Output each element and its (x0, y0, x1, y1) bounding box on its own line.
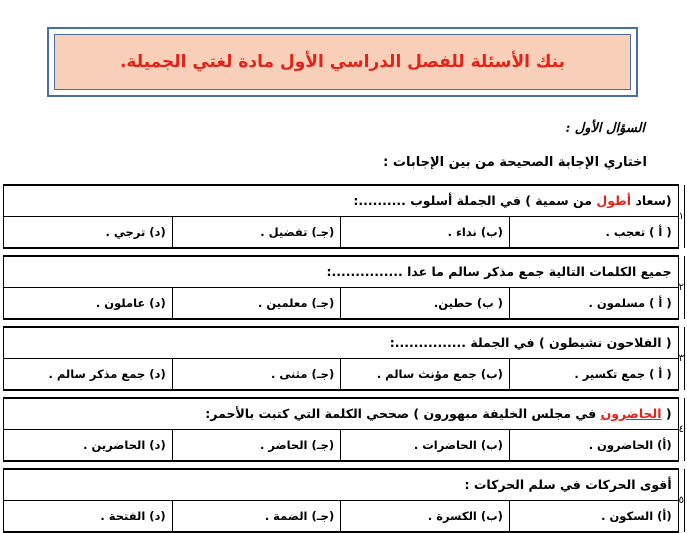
questions-table (3, 184, 685, 533)
option-c[interactable]: (جـ) تفضيل . (172, 216, 341, 248)
question-number: ١ (678, 185, 684, 248)
option-b[interactable]: (ب) نداء . (341, 216, 510, 248)
title-banner (47, 27, 638, 97)
option-d[interactable]: (د) ترجي . (4, 216, 173, 248)
option-c[interactable]: (جـ) معلمين . (172, 287, 341, 319)
stem-highlight: الحاضرون (600, 406, 662, 422)
question-row-5 (4, 469, 685, 500)
option-a[interactable]: (أ) السكون . (509, 500, 678, 532)
option-b[interactable]: (ب) الكسرة . (341, 500, 510, 532)
stem-text: (سعاد (631, 193, 672, 209)
stem-text: من سمية ) في الجملة أسلوب ..........: (353, 193, 597, 209)
option-d[interactable]: (د) عاملون . (4, 287, 173, 319)
option-a[interactable]: ( أ ) جمع تكسير . (509, 358, 678, 390)
option-b[interactable]: (ب) جمع مؤنث سالم . (341, 358, 510, 390)
question-stem (4, 256, 679, 287)
option-a[interactable]: ( أ ) تعجب . (509, 216, 678, 248)
stem-highlight: أطول (596, 193, 632, 209)
stem-text: ( الفلاحون نشيطون ) في الجملة ...............: (389, 335, 672, 351)
question-number: ٣ (678, 327, 684, 390)
question-stem (4, 185, 679, 216)
row-gap (4, 461, 685, 469)
option-d[interactable]: (د) الحاضرين . (4, 429, 173, 461)
options-row-4 (4, 429, 685, 461)
question-heading: السؤال الأول : (565, 121, 645, 136)
options-row-5 (4, 500, 685, 532)
option-b[interactable]: (ب) الحاضرات . (341, 429, 510, 461)
question-row-4 (4, 398, 685, 429)
stem-text: ( (661, 406, 672, 422)
question-number: ٢ (678, 256, 684, 319)
question-number: ٤ (678, 398, 684, 461)
question-row-1 (4, 185, 685, 216)
option-a[interactable]: (أ) الحاضرون . (509, 429, 678, 461)
title-banner-fill (54, 34, 631, 90)
banner-title: بنك الأسئلة للفصل الدراسي الأول مادة لغتي الجميلة. (119, 52, 566, 72)
question-row-3 (4, 327, 685, 358)
question-stem (4, 398, 679, 429)
option-c[interactable]: (جـ) الضمة . (172, 500, 341, 532)
options-row-1 (4, 216, 685, 248)
stem-text: في مجلس الخليفة مبهورون ) صححي الكلمة التي كتبت بالأحمر: (205, 406, 601, 422)
options-row-2 (4, 287, 685, 319)
option-a[interactable]: ( أ ) مسلمون . (509, 287, 678, 319)
instruction-text: اختاري الإجابة الصحيحة من بين الإجابات : (383, 155, 647, 170)
row-gap (4, 390, 685, 398)
question-number: ٥ (678, 469, 684, 532)
options-row-3 (4, 358, 685, 390)
row-gap (4, 248, 685, 256)
stem-text: أقوى الحركات في سلم الحركات : (464, 477, 672, 493)
stem-text: جميع الكلمات التالية جمع مذكر سالم ما عدا ...............: (326, 264, 672, 280)
option-b[interactable]: ( ب) حطين. (341, 287, 510, 319)
option-c[interactable]: (جـ) مثنى . (172, 358, 341, 390)
option-d[interactable]: (د) جمع مذكر سالم . (4, 358, 173, 390)
option-d[interactable]: (د) الفتحة . (4, 500, 173, 532)
question-stem (4, 327, 679, 358)
question-stem (4, 469, 679, 500)
option-c[interactable]: (جـ) الحاضر . (172, 429, 341, 461)
question-row-2 (4, 256, 685, 287)
row-gap (4, 319, 685, 327)
